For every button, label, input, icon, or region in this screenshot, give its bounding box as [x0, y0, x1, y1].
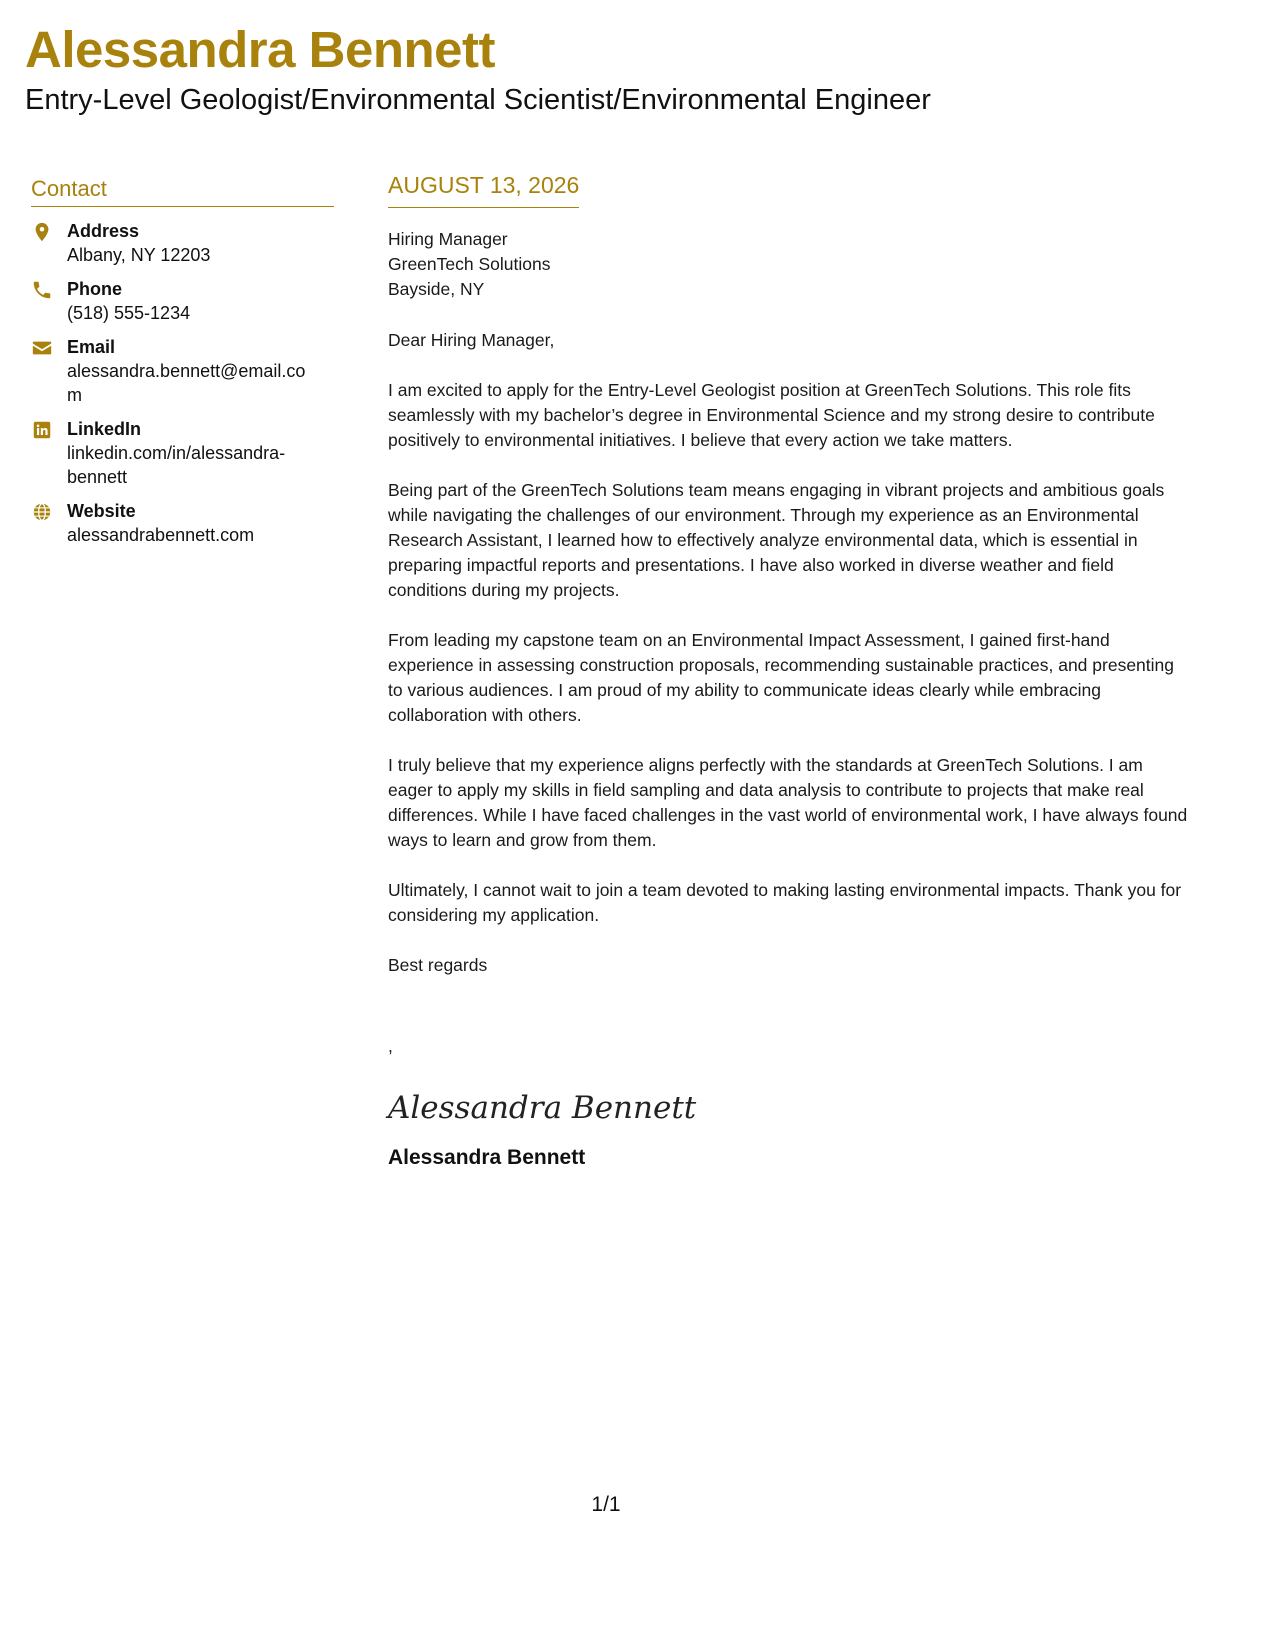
contact-item-phone	[31, 277, 334, 325]
applicant-name: Alessandra Bennett	[25, 21, 495, 78]
letter-paragraph: From leading my capstone team on an Environmental Impact Assessment, I gained first-hand experience in assessing construction proposals, recommending sustainable practices, and presenting to various audiences. I am proud of my ability to communicate ideas clearly while embracing collaboration with others.	[388, 629, 1174, 725]
contact-label-email: Email	[67, 337, 116, 358]
phone-icon	[31, 279, 55, 303]
contact-section-title: Contact	[31, 176, 334, 207]
contact-value-email: alessandra.bennett@email.com	[67, 361, 306, 406]
closing: Best regards	[388, 954, 488, 975]
applicant-title: Entry-Level Geologist/Environmental Scientist/Environmental Engineer	[25, 84, 931, 116]
envelope-icon	[31, 337, 55, 361]
contact-sidebar	[31, 176, 334, 557]
recipient-line: GreenTech Solutions	[388, 253, 551, 274]
letter-paragraph: Being part of the GreenTech Solutions team means engaging in vibrant projects and ambitious goals while navigating the challenges of our environment. Through my experience as an Environmental Research Assistant, I learned how to effectively analyze environmental data, which is essential in preparing impactful reports and presentations. I have also worked in diverse weather and field conditions during my projects.	[388, 479, 1165, 600]
handwritten-signature	[388, 1076, 697, 1136]
contact-item-website	[31, 499, 334, 547]
contact-list	[31, 219, 334, 547]
contact-item-address	[31, 219, 334, 267]
linkedin-icon	[31, 419, 55, 443]
letter-paragraph: I am excited to apply for the Entry-Level Geologist position at GreenTech Solutions. This role fits seamlessly with my bachelor’s degree in Environmental Science and my strong desire to contribute positively to environmental initiatives. I believe that every action we take matters.	[388, 379, 1155, 450]
contact-label-website: Website	[67, 501, 136, 522]
contact-item-linkedin	[31, 417, 334, 489]
recipient-line: Hiring Manager	[388, 228, 508, 249]
recipient-line: Bayside, NY	[388, 278, 485, 299]
contact-value-address: Albany, NY 12203	[67, 245, 211, 266]
contact-item-email	[31, 335, 334, 407]
letter-paragraph: I truly believe that my experience aligns perfectly with the standards at GreenTech Solutions. I am eager to apply my skills in field sampling and data analysis to contribute to projects that make real differences. While I have faced challenges in the vast world of environmental work, I have always found ways to learn and grow from them.	[388, 754, 1188, 850]
letter-body	[388, 172, 1188, 1170]
contact-value-phone: (518) 555-1234	[67, 303, 191, 324]
map-pin-icon	[31, 221, 55, 245]
letter-date: AUGUST 13, 2026	[388, 172, 579, 208]
contact-label-phone: Phone	[67, 279, 123, 300]
recipient-block	[388, 227, 1188, 302]
contact-value-website: alessandrabennett.com	[67, 525, 255, 546]
contact-value-linkedin: linkedin.com/in/alessandra-bennett	[67, 443, 286, 488]
contact-label-address: Address	[67, 221, 140, 242]
salutation: Dear Hiring Manager,	[388, 329, 555, 350]
contact-label-linkedin: LinkedIn	[67, 419, 142, 440]
globe-icon	[31, 501, 55, 525]
svg-text:Alessandra Bennett: Alessandra Bennett	[388, 1089, 697, 1126]
signer-name: Alessandra Bennett	[388, 1145, 586, 1169]
closing-comma: ,	[388, 1035, 393, 1056]
letter-paragraph: Ultimately, I cannot wait to join a team devoted to making lasting environmental impacts. Thank you for considering my application.	[388, 879, 1182, 925]
page-number: 1/1	[591, 1493, 621, 1516]
